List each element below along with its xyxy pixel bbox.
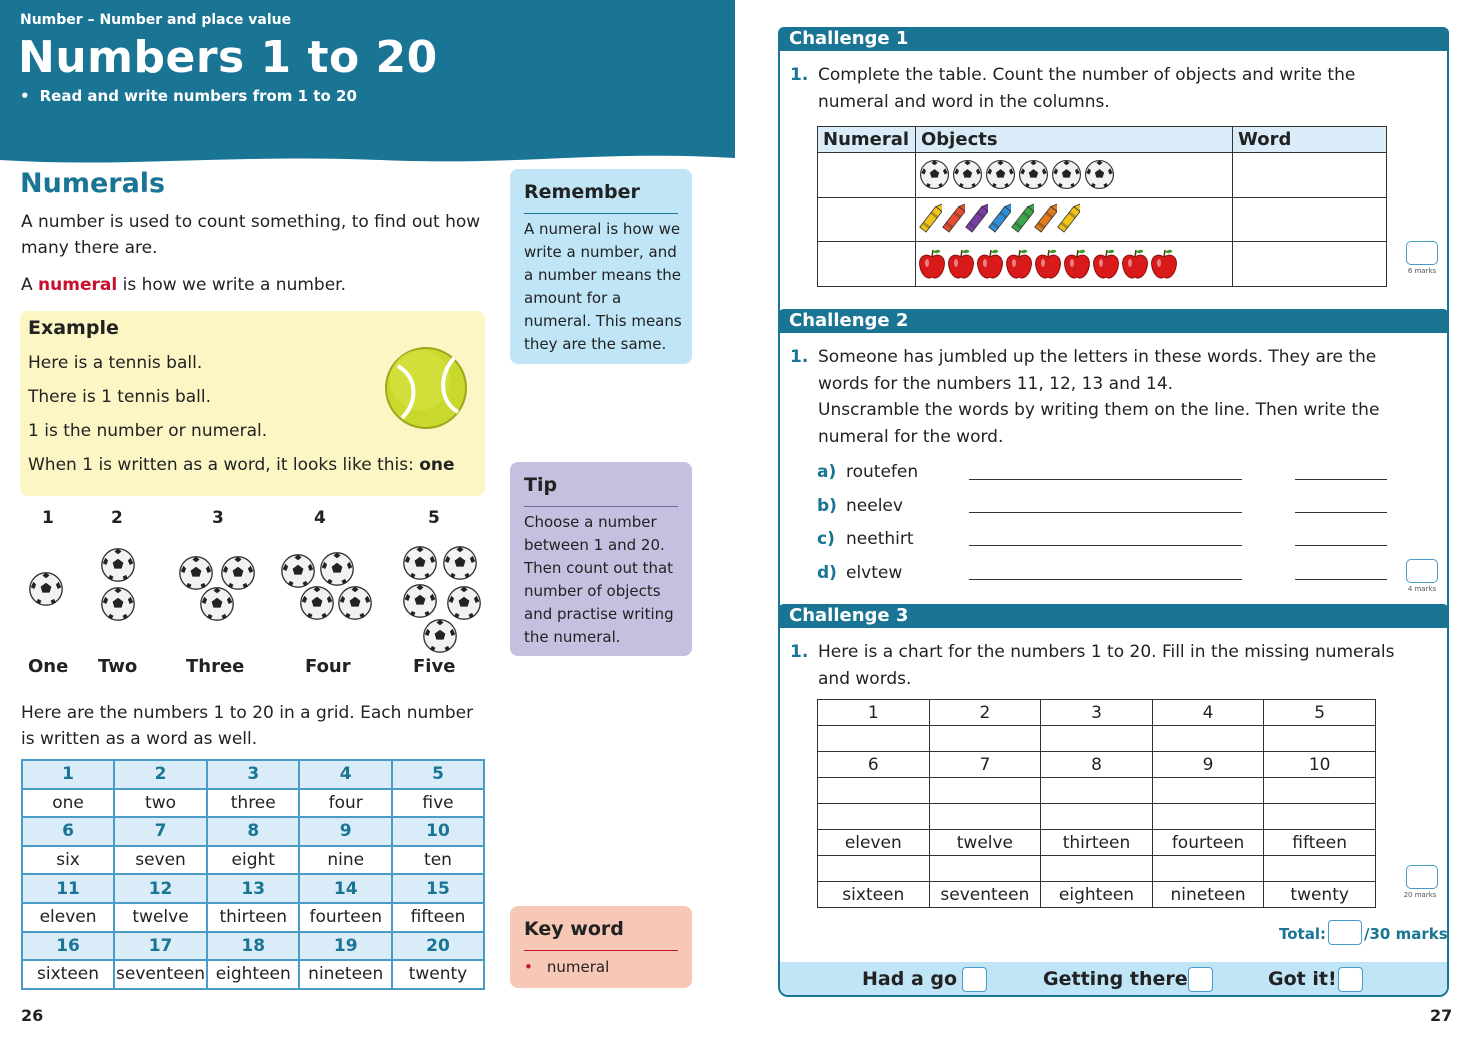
crayon-icon	[1057, 200, 1080, 238]
def-pre: A	[21, 275, 39, 295]
marks-label-challenge-2: 4 marks	[1407, 585, 1437, 593]
table-row	[818, 153, 1387, 198]
tip-text: Choose a number between 1 and 20. Then count out that number of objects and practise writing the numeral.	[524, 513, 674, 646]
grid-word-cell: nine	[299, 846, 391, 875]
count-word-1: One	[28, 656, 69, 677]
intro-text: A number is used to count something, to find out how many there are.	[21, 212, 481, 258]
grid-word-cell: twenty	[392, 960, 484, 989]
grid-numeral-row	[22, 932, 484, 961]
objective-text: Read and write numbers from 1 to 20	[39, 87, 357, 105]
grid-numeral-cell: 6	[22, 817, 114, 846]
word-answer-cell[interactable]	[1233, 197, 1387, 242]
example-box	[20, 311, 485, 496]
word-answer-cell[interactable]	[1233, 242, 1387, 287]
had-a-go-label: Had a go	[862, 968, 958, 990]
football-icon	[422, 618, 458, 654]
chart-cell: thirteen	[1041, 830, 1153, 856]
count-numeral-1: 1	[42, 508, 54, 528]
chart-blank-cell[interactable]	[818, 778, 930, 804]
challenge-3-qnum: 1.	[790, 642, 809, 662]
grid-numeral-cell: 8	[207, 817, 299, 846]
example-line-2: There is 1 tennis ball.	[28, 387, 212, 407]
grid-numeral-cell: 10	[392, 817, 484, 846]
challenge-2-title: Challenge 2	[789, 310, 909, 331]
marks-box-challenge-2[interactable]	[1406, 559, 1438, 583]
chart-cell: nineteen	[1152, 882, 1264, 908]
grid-word-cell: eighteen	[207, 960, 299, 989]
count-word-2: Two	[98, 656, 138, 677]
got-it-checkbox[interactable]	[1338, 967, 1363, 992]
example-line-4	[28, 455, 455, 475]
page-number-left: 26	[21, 1006, 44, 1025]
grid-numeral-cell: 17	[114, 932, 207, 961]
grid-word-row	[22, 789, 484, 818]
item-letter-c: c)	[817, 529, 835, 549]
football-icon	[337, 585, 373, 621]
remember-heading: Remember	[524, 181, 640, 203]
grid-word-cell: fifteen	[392, 903, 484, 932]
challenge-2-question: Someone has jumbled up the letters in these words. They are the words for the numbers 11, 12, 13 and 14.	[818, 347, 1377, 394]
count-numeral-3: 3	[212, 508, 224, 528]
apple-icon	[1121, 247, 1149, 281]
example-line-1: Here is a tennis ball.	[28, 353, 203, 373]
scrambled-word-b: neelev	[846, 496, 903, 516]
chart-cell: 4	[1152, 700, 1264, 726]
grid-numeral-cell: 16	[22, 932, 114, 961]
chart-cell: 6	[818, 752, 930, 778]
apple-icon	[1092, 247, 1120, 281]
challenge-3-question: Here is a chart for the numbers 1 to 20. Fill in the missing numerals and words.	[818, 642, 1395, 689]
header-band	[0, 0, 735, 170]
grid-numeral-cell: 5	[392, 760, 484, 789]
chart-cell: eighteen	[1041, 882, 1153, 908]
count-numeral-4: 4	[314, 508, 326, 528]
breadcrumb: Number – Number and place value	[20, 12, 292, 28]
total-out-of: /30 marks	[1364, 925, 1448, 943]
remember-divider	[524, 213, 678, 214]
football-icon	[402, 545, 438, 581]
football-icon	[280, 553, 316, 589]
crayon-icon	[1034, 200, 1057, 238]
grid-numeral-cell: 20	[392, 932, 484, 961]
chart-cell: 5	[1264, 700, 1376, 726]
table-row	[818, 242, 1387, 287]
item-letter-a: a)	[817, 462, 837, 482]
scrambled-word-a: routefen	[846, 462, 919, 482]
col-objects: Objects	[916, 127, 1233, 153]
chart-row	[818, 830, 1376, 856]
grid-word-cell: eleven	[22, 903, 114, 932]
def-post: is how we write a number.	[117, 275, 346, 295]
count-word-4: Four	[305, 656, 351, 677]
apple-icon	[947, 247, 975, 281]
answer-line-word-a[interactable]	[969, 479, 1242, 480]
page-title: Numbers 1 to 20	[18, 32, 438, 83]
grid-numeral-cell: 15	[392, 874, 484, 903]
crayon-icon	[988, 200, 1011, 238]
football-icon	[319, 551, 355, 587]
football-icon	[299, 585, 335, 621]
chart-blank-cell[interactable]	[1041, 804, 1153, 830]
grid-intro: Here are the numbers 1 to 20 in a grid. Each number is written as a word as well.	[21, 703, 474, 749]
count-word-3: Three	[186, 656, 245, 677]
objects-table	[817, 126, 1387, 287]
chart-row	[818, 700, 1376, 726]
grid-word-cell: nineteen	[299, 960, 391, 989]
grid-word-cell: eight	[207, 846, 299, 875]
key-word-text: numeral	[546, 958, 610, 976]
grid-numeral-row	[22, 760, 484, 789]
chart-cell: 8	[1041, 752, 1153, 778]
word-answer-cell[interactable]	[1233, 153, 1387, 198]
marks-label-challenge-1: 6 marks	[1407, 267, 1437, 275]
grid-word-cell: seventeen	[114, 960, 207, 989]
numeral-answer-cell[interactable]	[818, 153, 916, 198]
chart-blank-cell[interactable]	[929, 778, 1041, 804]
football-icon	[919, 159, 950, 190]
getting-there-label: Getting there	[1043, 968, 1188, 990]
answer-line-numeral-d[interactable]	[1295, 579, 1387, 580]
item-letter-b: b)	[817, 496, 837, 516]
chart-cell: eleven	[818, 830, 930, 856]
answer-line-word-b[interactable]	[969, 512, 1242, 513]
chart-blank-cell[interactable]	[1264, 778, 1376, 804]
chart-row	[818, 804, 1376, 830]
tip-box	[510, 462, 692, 656]
chart-cell: twelve	[929, 830, 1041, 856]
crayon-icon	[942, 200, 965, 238]
answer-line-numeral-b[interactable]	[1295, 512, 1387, 513]
grid-word-cell: three	[207, 789, 299, 818]
chart-cell: 10	[1264, 752, 1376, 778]
count-word-5: Five	[413, 656, 456, 677]
table-row	[818, 197, 1387, 242]
chart-cell: 7	[929, 752, 1041, 778]
grid-numeral-cell: 3	[207, 760, 299, 789]
chart-cell: 9	[1152, 752, 1264, 778]
grid-numeral-row	[22, 817, 484, 846]
count-numeral-2: 2	[111, 508, 123, 528]
chart-blank-cell[interactable]	[1152, 726, 1264, 752]
chart-cell: 3	[1041, 700, 1153, 726]
marks-box-challenge-1[interactable]	[1406, 241, 1438, 265]
chart-blank-cell[interactable]	[1041, 778, 1153, 804]
getting-there-checkbox[interactable]	[1188, 967, 1213, 992]
chart-cell: sixteen	[818, 882, 930, 908]
key-word-item: • numeral	[524, 958, 610, 976]
example-line-3: 1 is the number or numeral.	[28, 421, 268, 441]
challenge-1-question: Complete the table. Count the number of objects and write the numeral and word in the columns.	[818, 65, 1356, 112]
tip-divider	[524, 506, 678, 507]
answer-line-numeral-a[interactable]	[1295, 479, 1387, 480]
section-title: Numerals	[20, 168, 166, 199]
football-group	[916, 159, 1232, 190]
marks-box-challenge-3[interactable]	[1406, 865, 1438, 889]
chart-blank-cell[interactable]	[1152, 856, 1264, 882]
football-icon	[100, 547, 136, 583]
chart-blank-cell[interactable]	[1152, 804, 1264, 830]
apple-icon	[1063, 247, 1091, 281]
grid-numeral-cell: 4	[299, 760, 391, 789]
key-word-box	[510, 906, 692, 988]
numbers-chart-table	[817, 699, 1376, 908]
challenge-3-header	[778, 604, 1449, 628]
apple-icon	[976, 247, 1004, 281]
football-icon	[402, 583, 438, 619]
chart-blank-cell[interactable]	[929, 726, 1041, 752]
chart-blank-cell[interactable]	[1264, 856, 1376, 882]
football-icon	[1018, 159, 1049, 190]
grid-numeral-cell: 11	[22, 874, 114, 903]
total-label: Total:	[1279, 925, 1326, 943]
objects-cell	[916, 153, 1233, 198]
tennis-ball-icon	[384, 346, 468, 430]
chart-cell: twenty	[1264, 882, 1376, 908]
football-icon	[952, 159, 983, 190]
grid-word-cell: twelve	[114, 903, 207, 932]
grid-numeral-cell: 7	[114, 817, 207, 846]
chart-cell: fourteen	[1152, 830, 1264, 856]
grid-word-cell: thirteen	[207, 903, 299, 932]
football-icon	[442, 545, 478, 581]
grid-word-cell: sixteen	[22, 960, 114, 989]
grid-word-row	[22, 846, 484, 875]
learning-objective: • Read and write numbers from 1 to 20	[20, 87, 357, 105]
line4-word: one	[419, 455, 455, 475]
football-icon	[28, 571, 64, 607]
grid-word-cell: six	[22, 846, 114, 875]
scrambled-word-c: neethirt	[846, 529, 914, 549]
football-icon	[1051, 159, 1082, 190]
grid-numeral-cell: 2	[114, 760, 207, 789]
grid-word-cell: five	[392, 789, 484, 818]
grid-numeral-cell: 14	[299, 874, 391, 903]
football-icon	[985, 159, 1016, 190]
answer-line-word-d[interactable]	[969, 579, 1242, 580]
chart-blank-cell[interactable]	[1041, 726, 1153, 752]
apple-icon	[1034, 247, 1062, 281]
challenge-1-title: Challenge 1	[789, 28, 909, 49]
tip-heading: Tip	[524, 474, 558, 496]
football-icon	[199, 586, 235, 622]
remember-text: A numeral is how we write a number, and a number means the amount for a numeral. This means they are the same.	[524, 220, 682, 353]
page-number-right: 27	[1430, 1006, 1453, 1025]
grid-numeral-cell: 1	[22, 760, 114, 789]
chart-cell: 2	[929, 700, 1041, 726]
chart-blank-cell[interactable]	[929, 804, 1041, 830]
chart-cell: 1	[818, 700, 930, 726]
col-numeral: Numeral	[818, 127, 916, 153]
chart-blank-cell[interactable]	[929, 856, 1041, 882]
crayon-group	[916, 200, 1232, 238]
challenge-3-title: Challenge 3	[789, 605, 909, 626]
scrambled-word-d: elvtew	[846, 563, 903, 583]
chart-blank-cell[interactable]	[1041, 856, 1153, 882]
grid-word-cell: one	[22, 789, 114, 818]
grid-numeral-cell: 9	[299, 817, 391, 846]
grid-word-row	[22, 960, 484, 989]
key-word-divider	[524, 950, 678, 951]
chart-blank-cell[interactable]	[1264, 804, 1376, 830]
apple-icon	[918, 247, 946, 281]
chart-blank-cell[interactable]	[1264, 726, 1376, 752]
answer-line-word-c[interactable]	[969, 545, 1242, 546]
marks-label-challenge-3: 20 marks	[1403, 891, 1437, 899]
chart-blank-cell[interactable]	[818, 856, 930, 882]
chart-blank-cell[interactable]	[818, 804, 930, 830]
challenge-2-qnum: 1.	[790, 347, 809, 367]
football-icon	[1084, 159, 1115, 190]
football-icon	[100, 586, 136, 622]
challenge-1-qnum: 1.	[790, 65, 809, 85]
chart-blank-cell[interactable]	[1152, 778, 1264, 804]
key-word-heading: Key word	[524, 918, 624, 940]
answer-line-numeral-c[interactable]	[1295, 545, 1387, 546]
chart-cell: seventeen	[929, 882, 1041, 908]
football-icon	[446, 585, 482, 621]
crayon-icon	[919, 200, 942, 238]
example-heading: Example	[28, 317, 119, 339]
grid-word-cell: two	[114, 789, 207, 818]
count-numeral-5: 5	[428, 508, 440, 528]
objects-cell	[916, 242, 1233, 287]
grid-word-cell: seven	[114, 846, 207, 875]
numbers-grid	[21, 759, 485, 990]
crayon-icon	[1011, 200, 1034, 238]
chart-row	[818, 726, 1376, 752]
crayon-icon	[965, 200, 988, 238]
numeral-answer-cell[interactable]	[818, 242, 916, 287]
remember-box	[510, 169, 692, 364]
apple-group	[916, 247, 1232, 281]
grid-numeral-row	[22, 874, 484, 903]
numeral-definition	[21, 272, 346, 298]
def-keyword: numeral	[38, 275, 118, 295]
chart-blank-cell[interactable]	[818, 726, 930, 752]
grid-word-cell: four	[299, 789, 391, 818]
challenge-2-header	[778, 309, 1449, 333]
numeral-answer-cell[interactable]	[818, 197, 916, 242]
grid-word-cell: fourteen	[299, 903, 391, 932]
apple-icon	[1150, 247, 1178, 281]
chart-row	[818, 882, 1376, 908]
grid-numeral-cell: 12	[114, 874, 207, 903]
grid-word-row	[22, 903, 484, 932]
challenge-1-header	[778, 27, 1449, 51]
grid-numeral-cell: 13	[207, 874, 299, 903]
col-word: Word	[1233, 127, 1387, 153]
line4-pre: When 1 is written as a word, it looks like this:	[28, 455, 420, 475]
apple-icon	[1005, 247, 1033, 281]
had-a-go-checkbox[interactable]	[962, 967, 987, 992]
chart-row	[818, 778, 1376, 804]
chart-row	[818, 856, 1376, 882]
grid-word-cell: ten	[392, 846, 484, 875]
got-it-label: Got it!	[1268, 968, 1337, 990]
chart-row	[818, 752, 1376, 778]
item-letter-d: d)	[817, 563, 837, 583]
grid-numeral-cell: 18	[207, 932, 299, 961]
challenge-2-instruction: Unscramble the words by writing them on the line. Then write the numeral for the word.	[818, 400, 1380, 447]
total-score-box[interactable]	[1328, 920, 1362, 945]
grid-numeral-cell: 19	[299, 932, 391, 961]
objects-cell	[916, 197, 1233, 242]
chart-cell: fifteen	[1264, 830, 1376, 856]
